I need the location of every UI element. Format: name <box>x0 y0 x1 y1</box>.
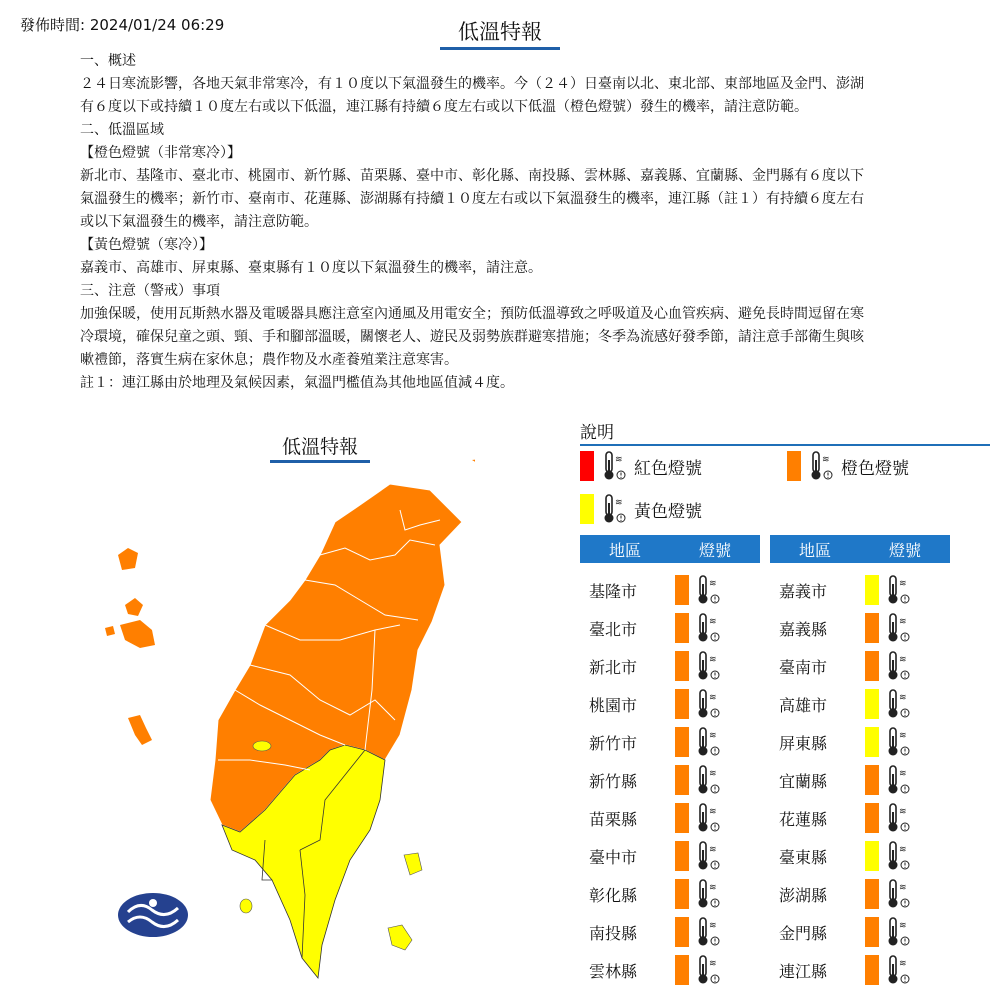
bulletin-line: 加強保暖，使用瓦斯熱水器及電暖器具應注意室內通風及用電安全；預防低溫導致之呼吸道及心血管疾病、避免長時間逗留在寒 <box>80 306 864 322</box>
region-name: 嘉義市 <box>779 581 828 601</box>
map-island-green <box>404 853 422 875</box>
legend-label: 紅色燈號 <box>634 458 702 479</box>
bulletin-line: 一、概述 <box>80 53 136 69</box>
region-name: 臺南市 <box>779 657 828 677</box>
svg-text:≋: ≋ <box>899 693 907 703</box>
region-name: 臺北市 <box>589 619 638 639</box>
map-island-matsu <box>472 458 475 466</box>
thermometer-icon <box>884 802 912 834</box>
signal-swatch <box>675 575 689 605</box>
thermometer-icon <box>884 650 912 682</box>
table-row <box>770 875 950 913</box>
thermometer-icon <box>694 574 722 606</box>
bulletin-line: 【黃色燈號（寒冷）】 <box>80 237 213 253</box>
legend-title: 說明 <box>580 418 990 446</box>
svg-text:≋: ≋ <box>899 959 907 969</box>
thermometer-icon <box>884 726 912 758</box>
table-row <box>580 799 760 837</box>
svg-text:≋: ≋ <box>899 579 907 589</box>
map-island-liuqiu <box>240 899 252 913</box>
thermometer-icon <box>694 916 722 948</box>
cwa-logo <box>118 893 188 937</box>
svg-text:≋: ≋ <box>709 579 717 589</box>
svg-text:≋: ≋ <box>899 807 907 817</box>
map-island-kinmen-small <box>125 598 143 616</box>
table-row <box>770 837 950 875</box>
bulletin-line: 二、低溫區域 <box>80 122 164 138</box>
table-row <box>580 723 760 761</box>
signal-swatch <box>865 613 879 643</box>
thermometer-icon <box>600 493 628 525</box>
table-row <box>580 837 760 875</box>
table-row <box>770 685 950 723</box>
bulletin-line: 【橙色燈號（非常寒冷）】 <box>80 145 241 161</box>
table-row <box>580 875 760 913</box>
thermometer-icon <box>884 840 912 872</box>
region-name: 桃園市 <box>589 695 638 715</box>
signal-swatch <box>865 689 879 719</box>
signal-swatch <box>865 803 879 833</box>
col-signal: 燈號 <box>888 540 921 560</box>
table-row <box>580 951 760 989</box>
signal-swatch <box>865 765 879 795</box>
bulletin-line: ２４日寒流影響，各地天氣非常寒冷，有１０度以下氣溫發生的機率。今（２４）日臺南以北、東北部、東部地區及金門、澎湖 <box>80 76 864 92</box>
signal-swatch <box>675 955 689 985</box>
thermometer-icon <box>694 840 722 872</box>
bulletin-line: 氣溫發生的機率；新竹市、臺南市、花蓮縣、澎湖縣有持續１０度左右或以下氣溫發生的機率，連江縣（註１）有持續６度左右 <box>80 191 864 207</box>
svg-text:≋: ≋ <box>822 455 830 465</box>
thermometer-icon <box>694 688 722 720</box>
svg-text:≋: ≋ <box>899 883 907 893</box>
svg-text:≋: ≋ <box>709 655 717 665</box>
signal-swatch <box>675 841 689 871</box>
svg-text:≋: ≋ <box>709 807 717 817</box>
svg-text:≋: ≋ <box>709 845 717 855</box>
signal-swatch <box>675 803 689 833</box>
region-name: 苗栗縣 <box>589 809 638 829</box>
thermometer-icon <box>694 954 722 986</box>
signal-swatch <box>675 765 689 795</box>
table-row <box>580 685 760 723</box>
thermometer-icon <box>884 688 912 720</box>
signal-swatch <box>865 841 879 871</box>
region-table-right <box>770 535 950 989</box>
bulletin-line: 註１：連江縣由於地理及氣候因素，氣溫門檻值為其他地區值減４度。 <box>80 375 514 391</box>
signal-swatch <box>675 613 689 643</box>
svg-text:≋: ≋ <box>899 845 907 855</box>
svg-text:≋: ≋ <box>709 921 717 931</box>
region-name: 基隆市 <box>589 581 638 601</box>
region-name: 南投縣 <box>589 923 638 943</box>
table-row <box>770 609 950 647</box>
region-name: 金門縣 <box>779 923 828 943</box>
red-swatch <box>580 451 594 481</box>
region-name: 高雄市 <box>779 695 828 715</box>
col-signal: 燈號 <box>698 540 731 560</box>
table-row <box>770 761 950 799</box>
table-header <box>770 535 950 563</box>
signal-swatch <box>675 651 689 681</box>
legend-label: 黃色燈號 <box>634 501 702 522</box>
col-region: 地區 <box>608 540 641 560</box>
region-name: 澎湖縣 <box>779 885 828 905</box>
region-name: 臺中市 <box>589 847 638 867</box>
thermometer-icon <box>694 650 722 682</box>
thermometer-icon <box>884 916 912 948</box>
bulletin-line: 嗽禮節，落實生病在家休息；農作物及水產養殖業注意寒害。 <box>80 352 458 368</box>
map-island-penghu-south <box>128 715 152 745</box>
thermometer-icon <box>694 764 722 796</box>
page-title: 低溫特報 <box>440 16 560 50</box>
orange-swatch <box>787 451 801 481</box>
bulletin-line: 三、注意（警戒）事項 <box>80 283 220 299</box>
signal-swatch <box>675 879 689 909</box>
bulletin-line: 或以下氣溫發生的機率，請注意防範。 <box>80 214 318 230</box>
svg-text:≋: ≋ <box>709 769 717 779</box>
svg-text:≋: ≋ <box>709 693 717 703</box>
region-name: 新竹縣 <box>589 771 638 791</box>
thermometer-icon <box>807 450 835 482</box>
table-row <box>580 571 760 609</box>
legend-label: 橙色燈號 <box>841 458 909 479</box>
map-island-kinmen <box>118 548 138 570</box>
signal-swatch <box>675 689 689 719</box>
thermometer-icon <box>600 450 628 482</box>
table-header <box>580 535 760 563</box>
map-chiayi-city <box>253 741 271 751</box>
svg-text:≋: ≋ <box>709 883 717 893</box>
thermometer-icon <box>884 764 912 796</box>
table-row <box>580 647 760 685</box>
region-name: 連江縣 <box>779 961 828 981</box>
signal-swatch <box>675 727 689 757</box>
thermometer-icon <box>694 802 722 834</box>
svg-text:≋: ≋ <box>899 617 907 627</box>
signal-swatch <box>865 955 879 985</box>
bulletin-line: 新北市、基隆市、臺北市、桃園市、新竹縣、苗栗縣、臺中市、彰化縣、南投縣、雲林縣、嘉義縣、宜蘭縣、金門縣有６度以下 <box>80 168 864 184</box>
yellow-swatch <box>580 494 594 524</box>
svg-text:≋: ≋ <box>899 769 907 779</box>
thermometer-icon <box>694 612 722 644</box>
table-row <box>770 799 950 837</box>
region-name: 彰化縣 <box>589 885 638 905</box>
map-title: 低溫特報 <box>270 432 370 463</box>
signal-swatch <box>675 917 689 947</box>
svg-text:≋: ≋ <box>709 959 717 969</box>
region-name: 雲林縣 <box>589 961 638 981</box>
region-name: 臺東縣 <box>779 847 828 867</box>
svg-text:≋: ≋ <box>899 731 907 741</box>
taiwan-map <box>95 450 475 990</box>
svg-text:≋: ≋ <box>615 498 623 508</box>
region-name: 嘉義縣 <box>779 619 828 639</box>
map-island-orchid <box>388 925 412 950</box>
signal-swatch <box>865 651 879 681</box>
thermometer-icon <box>694 726 722 758</box>
signal-swatch <box>865 727 879 757</box>
region-name: 花蓮縣 <box>779 809 828 829</box>
region-name: 新竹市 <box>589 733 638 753</box>
region-name: 屏東縣 <box>779 733 828 753</box>
table-row <box>770 913 950 951</box>
svg-text:≋: ≋ <box>899 921 907 931</box>
table-row <box>580 609 760 647</box>
thermometer-icon <box>884 574 912 606</box>
issued-time: 發佈時間: 2024/01/24 06:29 <box>20 16 225 34</box>
table-row <box>580 761 760 799</box>
bulletin-text <box>80 50 925 395</box>
signal-swatch <box>865 879 879 909</box>
table-row <box>770 647 950 685</box>
svg-text:≋: ≋ <box>615 455 623 465</box>
bulletin-line: 冷環境，確保兒童之頭、頸、手和腳部溫暖，關懷老人、遊民及弱勢族群避寒措施；冬季為流感好發季節，請注意手部衛生與咳 <box>80 329 864 345</box>
table-row <box>770 951 950 989</box>
legend-item-red <box>580 450 702 482</box>
legend-item-orange <box>787 450 909 482</box>
region-name: 新北市 <box>589 657 638 677</box>
table-row <box>580 913 760 951</box>
map-island-penghu <box>120 620 155 648</box>
signal-swatch <box>865 917 879 947</box>
thermometer-icon <box>884 612 912 644</box>
bulletin-line: 嘉義市、高雄市、屏東縣、臺東縣有１０度以下氣溫發生的機率，請注意。 <box>80 260 542 276</box>
legend-item-yellow <box>580 493 702 525</box>
map-island-penghu-small <box>105 626 115 636</box>
svg-text:≋: ≋ <box>899 655 907 665</box>
table-row <box>770 723 950 761</box>
region-name: 宜蘭縣 <box>779 771 828 791</box>
thermometer-icon <box>884 954 912 986</box>
col-region: 地區 <box>798 540 831 560</box>
svg-text:≋: ≋ <box>709 617 717 627</box>
thermometer-icon <box>694 878 722 910</box>
signal-swatch <box>865 575 879 605</box>
region-table-left <box>580 535 760 989</box>
svg-text:≋: ≋ <box>709 731 717 741</box>
table-row <box>770 571 950 609</box>
bulletin-line: 有６度以下或持續１０度左右或以下低溫，連江縣有持續６度左右或以下低溫（橙色燈號）發生的機率，請注意防範。 <box>80 99 808 115</box>
thermometer-icon <box>884 878 912 910</box>
